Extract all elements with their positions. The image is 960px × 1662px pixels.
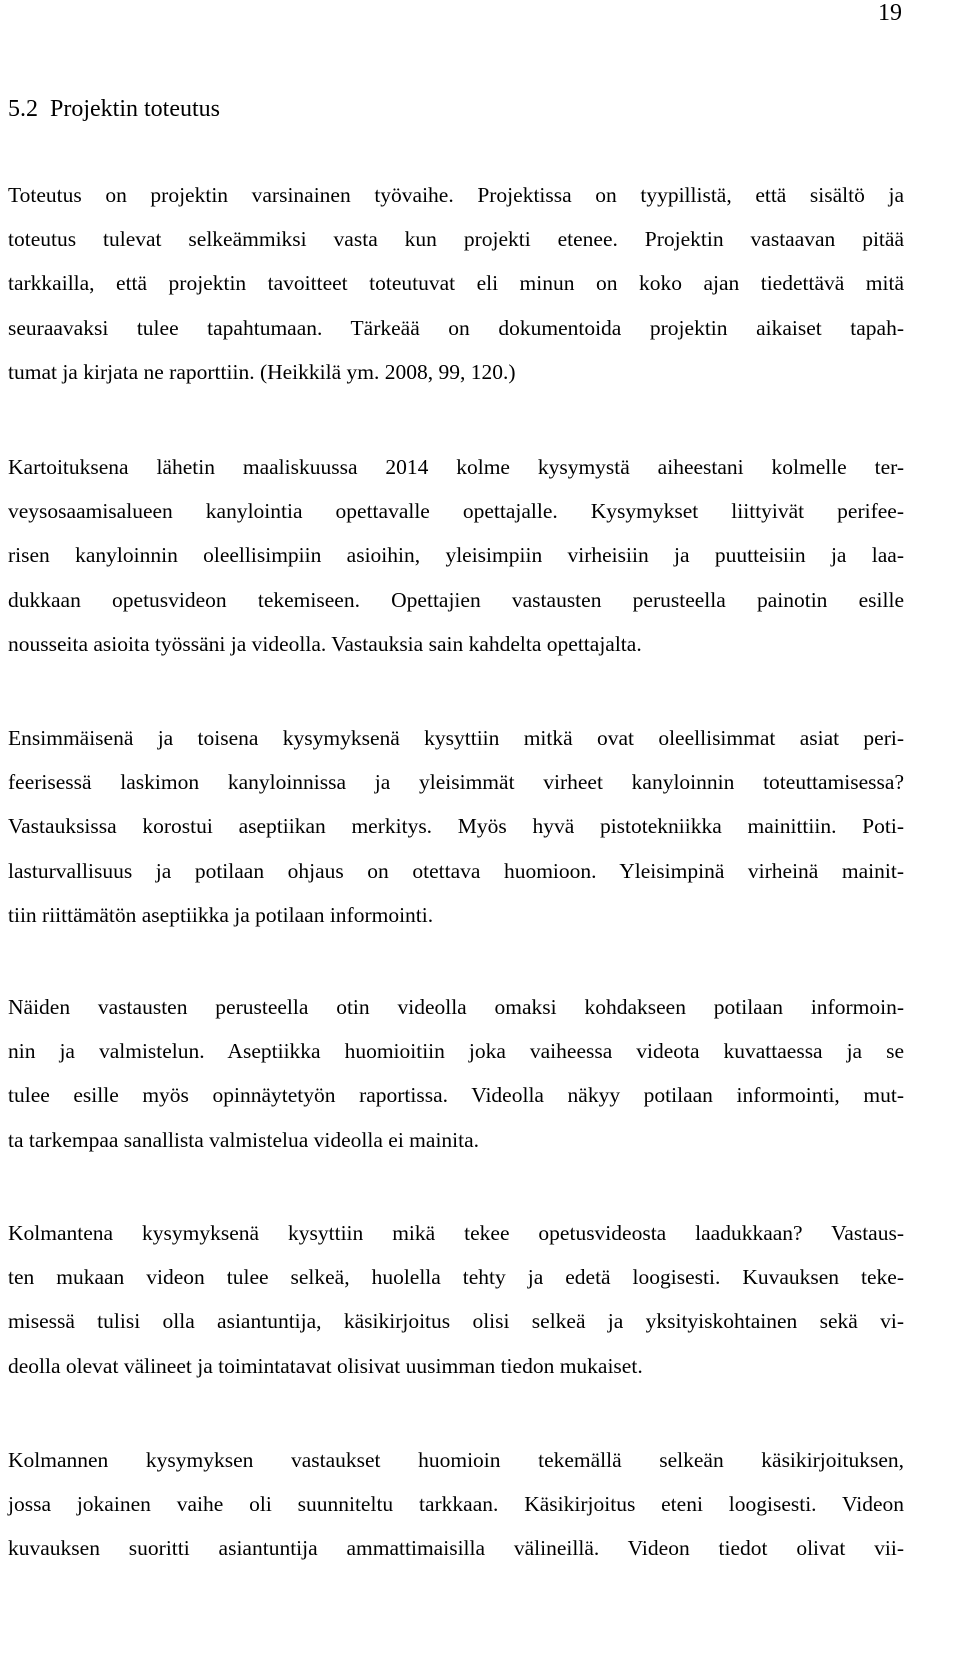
text-line: Kolmannen kysymyksen vastaukset huomioin tekemällä selkeän käsikirjoituksen, <box>8 1448 904 1472</box>
text-line: tiin riittämätön aseptiikka ja potilaan informointi. <box>8 902 434 927</box>
paragraph <box>8 173 904 394</box>
text-line: Toteutus on projektin varsinainen työvaihe. Projektissa on tyypillistä, että sisältö ja <box>8 183 904 207</box>
paragraph <box>8 716 904 937</box>
text-line: veysosaamisalueen kanylointia opettavalle opettajalle. Kysymykset liittyivät perifee- <box>8 499 904 524</box>
text-line: misessä tulisi olla asiantuntija, käsikirjoitus olisi selkeä ja yksityiskohtainen sekä vi- <box>8 1309 904 1334</box>
paragraph <box>8 1438 904 1571</box>
text-line: deolla olevat välineet ja toimintatavat olisivat uusimman tiedon mukaiset. <box>8 1353 643 1378</box>
text-line: risen kanyloinnin oleellisimpiin asioihin, yleisimpiin virheisiin ja puutteisiin ja laa- <box>8 543 904 568</box>
text-line: Kartoituksena lähetin maaliskuussa 2014 kolme kysymystä aiheestani kolmelle ter- <box>8 455 904 479</box>
text-line: seuraavaksi tulee tapahtumaan. Tärkeää on dokumentoida projektin aikaiset tapah- <box>8 315 904 340</box>
text-line: Ensimmäisenä ja toisena kysymyksenä kysyttiin mitkä ovat oleellisimmat asiat peri- <box>8 726 904 750</box>
text-line: tumat ja kirjata ne raporttiin. (Heikkilä ym. 2008, 99, 120.) <box>8 359 516 384</box>
section-heading: 5.2 Projektin toteutus <box>8 96 220 122</box>
page-number: 19 <box>878 0 902 26</box>
text-line: Vastauksissa korostui aseptiikan merkitys. Myös hyvä pistotekniikka mainittiin. Poti- <box>8 814 904 839</box>
paragraph <box>8 985 904 1162</box>
text-line: jossa jokainen vaihe oli suunniteltu tarkkaan. Käsikirjoitus eteni loogisesti. Videon <box>8 1492 904 1517</box>
text-line: toteutus tulevat selkeämmiksi vasta kun projekti etenee. Projektin vastaavan pitää <box>8 227 904 252</box>
text-line: Kolmantena kysymyksenä kysyttiin mikä tekee opetusvideosta laadukkaan? Vastaus- <box>8 1221 904 1245</box>
text-line: dukkaan opetusvideon tekemiseen. Opettajien vastausten perusteella painotin esille <box>8 587 904 612</box>
text-line: tulee esille myös opinnäytetyön raportissa. Videolla näkyy potilaan informointi, mut- <box>8 1083 904 1108</box>
text-line: kuvauksen suoritti asiantuntija ammattimaisilla välineillä. Videon tiedot olivat vii- <box>8 1536 904 1561</box>
text-line: ten mukaan videon tulee selkeä, huolella tehty ja edetä loogisesti. Kuvauksen teke- <box>8 1265 904 1290</box>
text-line: tarkkailla, että projektin tavoitteet toteutuvat eli minun on koko ajan tiedettävä mitä <box>8 271 904 296</box>
text-line: ta tarkempaa sanallista valmistelua videolla ei mainita. <box>8 1127 480 1152</box>
text-line: Näiden vastausten perusteella otin videolla omaksi kohdakseen potilaan informoin- <box>8 995 904 1019</box>
text-line: nin ja valmistelun. Aseptiikka huomioitiin joka vaiheessa videota kuvattaessa ja se <box>8 1039 904 1064</box>
paragraph <box>8 445 904 666</box>
text-line: nousseita asioita työssäni ja videolla. Vastauksia sain kahdelta opettajalta. <box>8 631 642 656</box>
paragraph <box>8 1211 904 1388</box>
text-line: feerisessä laskimon kanyloinnissa ja yleisimmät virheet kanyloinnin toteuttamisessa? <box>8 770 904 795</box>
text-line: lasturvallisuus ja potilaan ohjaus on otettava huomioon. Yleisimpinä virheinä mainit- <box>8 858 904 883</box>
